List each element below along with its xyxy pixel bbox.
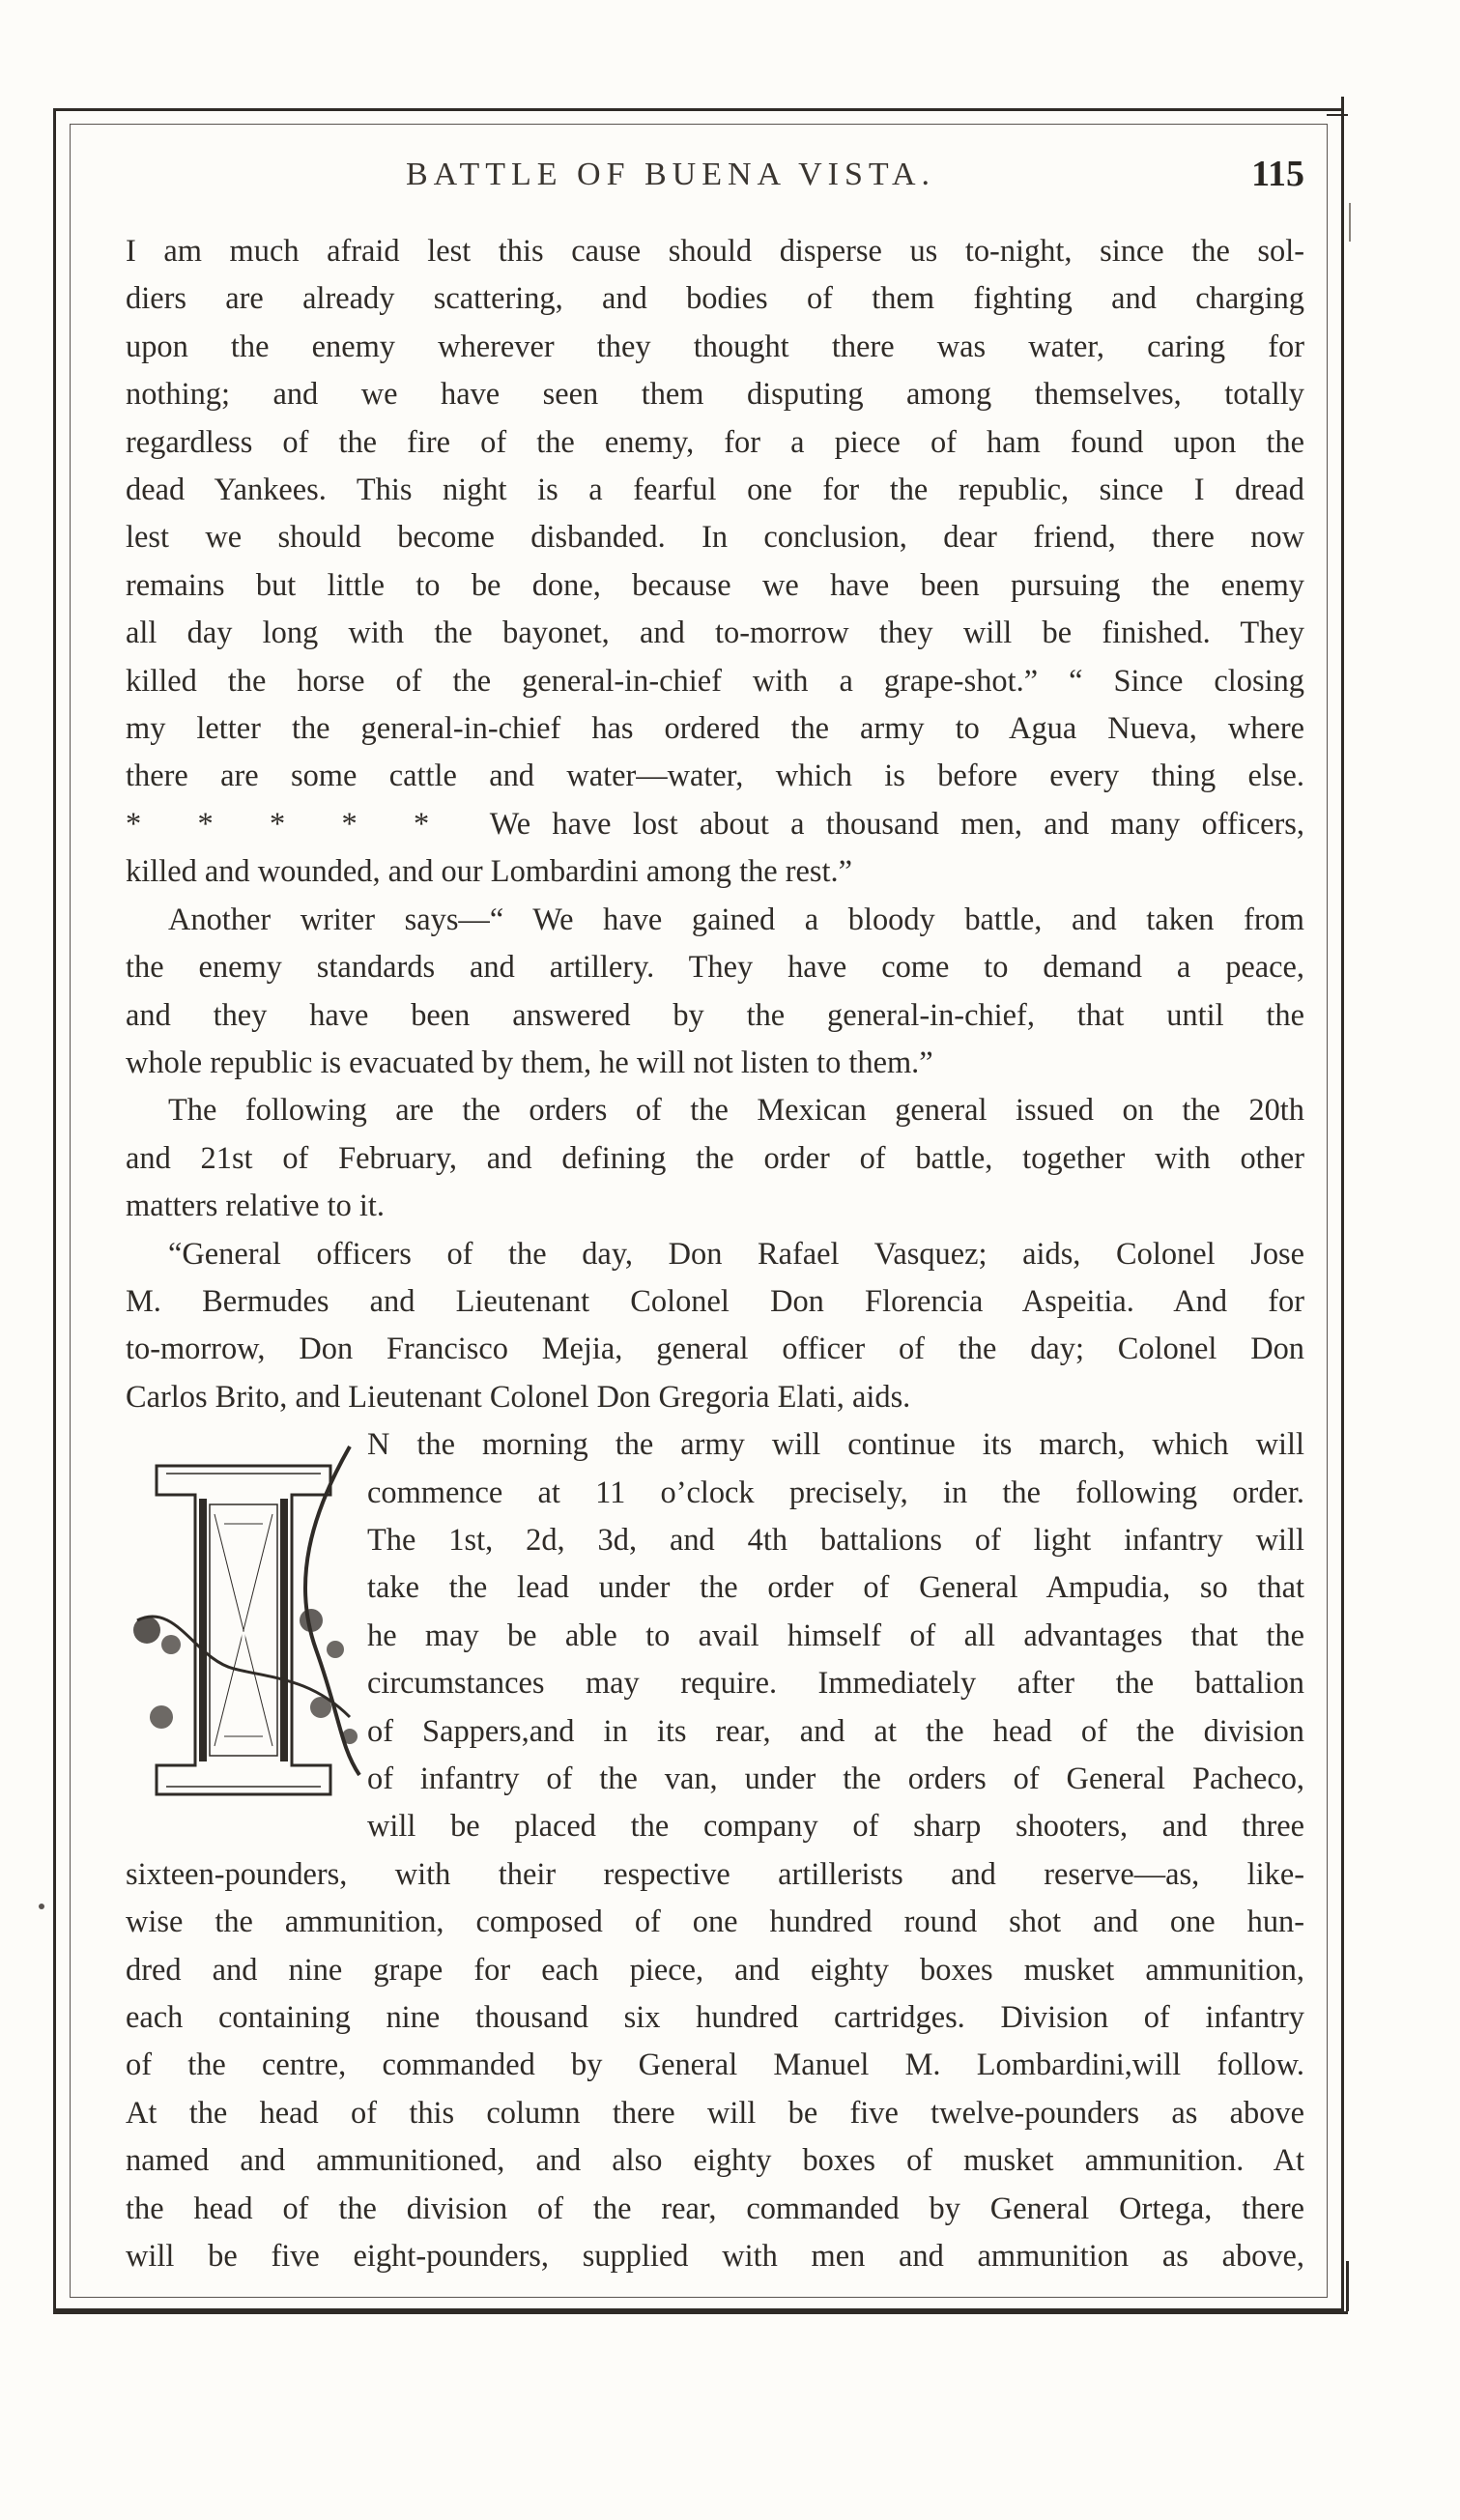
margin-mark (1349, 203, 1351, 242)
frame-side-mark (1346, 2261, 1349, 2311)
text-line: “General officers of the day, Don Rafael Vasquez; aids, Colonel Jose (168, 1236, 1304, 1272)
frame-bottom-rule (53, 2311, 1348, 2314)
text-line: and they have been answered by the general-in-chief, that until the (126, 997, 1304, 1033)
text-line: matters relative to it. (126, 1188, 386, 1224)
text-line: wise the ammunition, composed of one hundred round shot and one hun- (126, 1904, 1304, 1940)
text-line: will be placed the company of sharp shooters, and three (367, 1809, 1304, 1845)
decorated-initial-letter (118, 1427, 371, 1833)
text-line: Carlos Brito, and Lieutenant Colonel Don Gregoria Elati, aids. (126, 1379, 911, 1415)
running-head: BATTLE OF BUENA VISTA. (406, 157, 936, 192)
text-line: the head of the division of the rear, commanded by General Ortega, there (126, 2191, 1304, 2226)
text-fragment: We have lost about a thousand men, and many officers, (489, 806, 1304, 842)
text-line: sixteen-pounders, with their respective artillerists and reserve—as, like- (126, 1856, 1304, 1892)
paragraph-dropcap (126, 1421, 1304, 2280)
text-line: regardless of the fire of the enemy, for a piece of ham found upon the (126, 424, 1304, 460)
text-line: whole republic is evacuated by them, he will not listen to them.” (126, 1045, 933, 1080)
text-line: I am much afraid lest this cause should disperse us to-night, since the sol- (126, 234, 1304, 269)
text-line: killed the horse of the general-in-chief with a grape-shot.” “ Since closing (126, 663, 1304, 699)
asterisk-ellipsis: * * * * * (126, 806, 447, 842)
text-line: The following are the orders of the Mexican general issued on the 20th (168, 1093, 1304, 1129)
text-line: of the centre, commanded by General Manuel M. Lombardini,will follow. (126, 2048, 1304, 2083)
text-line: nothing; and we have seen them disputing among themselves, totally (126, 377, 1304, 413)
text-line: he may be able to avail himself of all advantages that the (367, 1618, 1304, 1653)
text-line: lest we should become disbanded. In conclusion, dear friend, there now (126, 520, 1304, 556)
text-line: upon the enemy wherever they thought there was water, caring for (126, 329, 1304, 364)
text-line: each containing nine thousand six hundred cartridges. Division of infantry (126, 2000, 1304, 2036)
text-line: the enemy standards and artillery. They have come to demand a peace, (126, 950, 1304, 986)
text-line: will be five eight-pounders, supplied with men and ammunition as above, (126, 2239, 1304, 2275)
dropcap-letter: I (238, 1623, 249, 1663)
text-line: M. Bermudes and Lieutenant Colonel Don Florencia Aspeitia. And for (126, 1283, 1304, 1319)
text-line: there are some cattle and water—water, which is before every thing else. (126, 759, 1304, 794)
text-line: N the morning the army will continue its march, which will (367, 1427, 1304, 1463)
text-line: Another writer says—“ We have gained a bloody battle, and taken from (168, 902, 1304, 937)
text-line: of Sappers,and in its rear, and at the head of the division (367, 1713, 1304, 1749)
text-line: diers are already scattering, and bodies of them fighting and charging (126, 281, 1304, 317)
text-line: of infantry of the van, under the orders of General Pacheco, (367, 1761, 1304, 1796)
text-line: circumstances may require. Immediately after the battalion (367, 1666, 1304, 1702)
frame-corner-mark (1341, 97, 1344, 124)
text-line: dead Yankees. This night is a fearful one for the republic, since I dread (126, 472, 1304, 508)
text-line-stars (126, 801, 1304, 848)
text-line: remains but little to be done, because we have been pursuing the enemy (126, 567, 1304, 603)
paragraph-another-writer (126, 897, 1304, 1088)
text-line: and 21st of February, and defining the order of battle, together with other (126, 1140, 1304, 1176)
page-number: 115 (1251, 154, 1304, 194)
paragraph-letter-continued (126, 228, 1304, 897)
margin-dot (39, 1904, 44, 1909)
text-line: The 1st, 2d, 3d, and 4th battalions of light infantry will (367, 1522, 1304, 1558)
text-line: At the head of this column there will be five twelve-pounders as above (126, 2095, 1304, 2131)
text-line: named and ammunitioned, and also eighty boxes of musket ammunition. At (126, 2143, 1304, 2179)
body-text (126, 228, 1304, 2280)
text-line: my letter the general-in-chief has ordered the army to Agua Nueva, where (126, 711, 1304, 747)
paragraph-orders-intro (126, 1087, 1304, 1230)
text-line: commence at 11 o’clock precisely, in the following order. (367, 1475, 1304, 1510)
text-line: killed and wounded, and our Lombardini among the rest.” (126, 854, 852, 890)
text-line: to-morrow, Don Francisco Mejia, general officer of the day; Colonel Don (126, 1332, 1304, 1367)
paragraph-general-officers (126, 1231, 1304, 1422)
text-line: take the lead under the order of General Ampudia, so that (367, 1570, 1304, 1606)
page-header (126, 145, 1304, 203)
text-line: dred and nine grape for each piece, and eighty boxes musket ammunition, (126, 1952, 1304, 1988)
text-line: all day long with the bayonet, and to-morrow they will be finished. They (126, 616, 1304, 651)
frame-corner-mark-horizontal (1327, 114, 1348, 116)
